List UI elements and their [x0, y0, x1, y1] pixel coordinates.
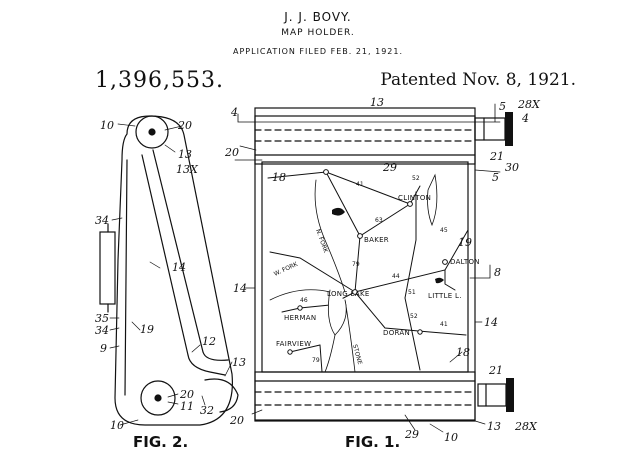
map-town-baker: BAKER	[364, 236, 389, 244]
map-town-doran: DORAN	[383, 329, 411, 337]
fig2-ref-14: 14	[172, 261, 186, 274]
fig1-ref-21-bottom: 21	[489, 364, 503, 377]
map-road-79-bottom: 79	[312, 357, 320, 364]
fig2-ref-12: 12	[202, 335, 216, 348]
map-river-w-fork: W. FORK	[272, 260, 299, 278]
application-filed: APPLICATION FILED FEB. 21, 1921.	[232, 47, 404, 56]
fig1-bottom-knob[interactable]	[478, 378, 514, 412]
fig1-ref-29-bottom: 29	[405, 428, 419, 441]
map-town-fairview: FAIRVIEW	[276, 340, 312, 348]
fig1-bottom-roller-housing	[255, 372, 475, 420]
map-river-stone: STONE	[351, 343, 364, 366]
fig1-ref-5-bottom: 5	[492, 171, 499, 184]
fig1-caption: FIG. 1.	[345, 433, 401, 451]
map-town-herman: HERMAN	[284, 314, 317, 322]
map-road-52-top: 52	[412, 175, 420, 182]
fig2-ref-13-top: 13	[178, 148, 192, 161]
fig2-ref-11: 11	[180, 400, 194, 413]
fig2-caption: FIG. 2.	[133, 433, 189, 451]
fig1-ref-28x-bottom: 28X	[515, 420, 537, 433]
fig1-ref-18-bottom: 18	[456, 346, 470, 359]
fig1-front-view	[235, 104, 514, 432]
fig1-ref-18-top: 18	[272, 171, 286, 184]
map-road-41-bottom: 41	[440, 321, 448, 328]
fig2-side-view	[100, 116, 238, 425]
map-road-46: 46	[300, 297, 308, 304]
patented-date: Patented Nov. 8, 1921.	[380, 70, 576, 90]
fig2-ref-20-top: 20	[178, 119, 192, 132]
inventor-name: J. J. BOVY.	[284, 10, 352, 24]
fig1-ref-14-left: 14	[233, 282, 247, 295]
map-town-clinton: CLINTON	[398, 194, 432, 202]
fig1-ref-20-top: 20	[225, 146, 239, 159]
fig1-ref-29-top: 29	[383, 161, 397, 174]
map-town-little-l: LITTLE L.	[428, 292, 462, 300]
fig2-ref-35: 35	[95, 312, 109, 325]
map-river-n-fork: N. FORK	[314, 228, 330, 254]
fig1-ref-13-bottom: 13	[487, 420, 501, 433]
fig2-ref-9: 9	[100, 342, 107, 355]
patent-number: 1,396,553.	[95, 68, 224, 93]
map-road-79: 79	[352, 261, 360, 268]
fig1-ref-8: 8	[494, 266, 501, 279]
map-road-41-top: 41	[356, 181, 364, 188]
fig2-ref-10-top: 10	[100, 119, 114, 132]
map-road-44: 44	[392, 273, 400, 280]
fig2-inner-wall	[125, 160, 127, 395]
fig1-ref-30: 30	[505, 161, 519, 174]
fig1-ref-10: 10	[444, 431, 458, 444]
fig1-ref-5-top: 5	[499, 100, 506, 113]
map-road-51: 51	[408, 289, 416, 296]
map-road-63: 63	[375, 217, 383, 224]
fig2-ref-20-bottom: 20	[180, 388, 194, 401]
fig1-ref-14-right: 14	[484, 316, 498, 329]
map-road-45: 45	[440, 227, 448, 234]
fig1-ref-20-bottom: 20	[230, 414, 244, 427]
fig1-ref-4-right: 4	[522, 112, 529, 125]
patent-title: MAP HOLDER.	[281, 28, 355, 38]
fig2-ref-34-top: 34	[95, 214, 109, 227]
fig2-ref-34-bottom: 34	[95, 324, 109, 337]
fig1-top-knob[interactable]	[475, 112, 513, 146]
fig2-ref-19: 19	[140, 323, 154, 336]
map-road-52-bottom: 52	[410, 313, 418, 320]
fig2-ref-13x: 13X	[176, 163, 198, 176]
fig1-ref-4-left: 4	[231, 106, 238, 119]
fig2-ref-32: 32	[200, 404, 214, 417]
fig2-ref-13-bottom: 13	[232, 356, 246, 369]
fig1-ref-13-top: 13	[370, 96, 384, 109]
fig1-ref-21-top: 21	[490, 150, 504, 163]
map-town-dalton: DALTON	[450, 258, 480, 266]
fig2-ref-10-bottom: 10	[110, 419, 124, 432]
map-town-long-lake: LONG LAKE	[327, 290, 370, 298]
fig1-top-roller-housing	[255, 116, 475, 164]
fig2-side-bracket	[100, 232, 115, 304]
fig1-ref-28x-top: 28X	[518, 98, 540, 111]
fig1-ref-19: 19	[458, 236, 472, 249]
